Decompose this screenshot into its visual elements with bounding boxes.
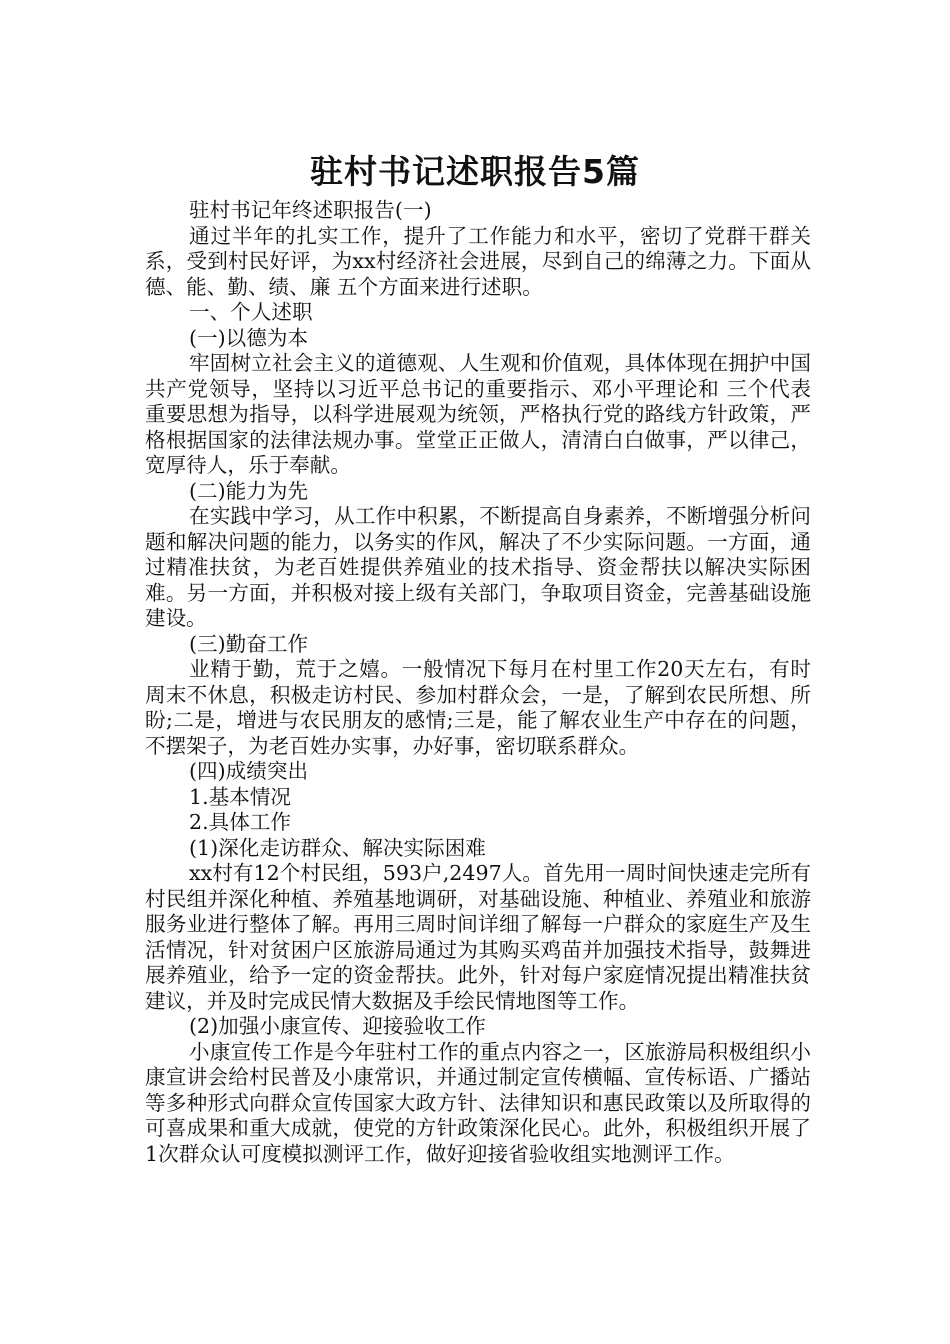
- section-heading: 一、个人述职: [189, 300, 313, 324]
- body-paragraph: 业精于勤，荒于之嬉。一般情况下每月在村里工作20天左右，有时周末不休息，积极走访村民、参加村群众会，一是，了解到农民所想、所盼;二是，增进与农民朋友的感情;三是，能了解农业生产中存在的问题，不摆架子，为老百姓办实事，办好事，密切联系群众。: [145, 657, 811, 758]
- subsection-heading: (四)成绩突出: [189, 759, 309, 783]
- page-title: 驻村书记述职报告5篇: [310, 152, 640, 192]
- sub-list-heading: (1)深化走访群众、解决实际困难: [189, 835, 486, 860]
- body-paragraph: xx村有12个村民组，593户,2497人。首先用一周时间快速走完所有村民组并深化种植、养殖基地调研，对基础设施、种植业、养殖业和旅游服务业进行整体了解。再用三周时间详细了解每一户群众的家庭生产及生活情况，针对贫困户区旅游局通过为其购买鸡苗并加强技术指导，鼓舞进展养殖业，给予一定的资金帮扶。此外，针对每户家庭情况提出精准扶贫建议，并及时完成民情大数据及手绘民情地图等工作。: [145, 861, 811, 1013]
- list-item: 2.具体工作: [189, 810, 292, 834]
- body-paragraph: 牢固树立社会主义的道德观、人生观和价值观，具体体现在拥护中国共产党领导，坚持以习近平总书记的重要指示、邓小平理论和 三个代表 重要思想为指导，以科学进展观为统领，严格执行党的路线方针政策，严格根据国家的法律法规办事。堂堂正正做人，清清白白做事，严以律己，宽厚待人，乐于奉献。: [145, 351, 811, 477]
- subsection-heading: (三)勤奋工作: [189, 631, 309, 656]
- body-paragraph: 小康宣传工作是今年驻村工作的重点内容之一，区旅游局积极组织小康宣讲会给村民普及小康常识，并通过制定宣传横幅、宣传标语、广播站等多种形式向群众宣传国家大政方针、法律知识和惠民政策以及所取得的可喜成果和重大成就，使党的方针政策深化民心。此外，积极组织开展了1次群众认可度模拟测评工作，做好迎接省验收组实地测评工作。: [145, 1039, 811, 1166]
- body-paragraph: 在实践中学习，从工作中积累，不断提高自身素养，不断增强分析问题和解决问题的能力，以务实的作风，解决了不少实际问题。一方面，通过精准扶贫，为老百姓提供养殖业的技术指导、资金帮扶以解决实际困难。另一方面，并积极对接上级有关部门，争取项目资金，完善基础设施建设。: [145, 504, 811, 630]
- list-item: 1.基本情况: [189, 784, 292, 809]
- report-subtitle: 驻村书记年终述职报告(一): [189, 198, 432, 222]
- document-body: [145, 198, 811, 1167]
- sub-list-heading: (2)加强小康宣传、迎接验收工作: [189, 1014, 486, 1038]
- subsection-heading: (二)能力为先: [189, 478, 309, 503]
- intro-paragraph: 通过半年的扎实工作，提升了工作能力和水平，密切了党群干群关系，受到村民好评，为xx村经济社会进展，尽到自己的绵薄之力。下面从 德、能、勤、绩、廉 五个方面来进行述职。: [145, 223, 811, 299]
- subsection-heading: (一)以德为本: [189, 325, 309, 350]
